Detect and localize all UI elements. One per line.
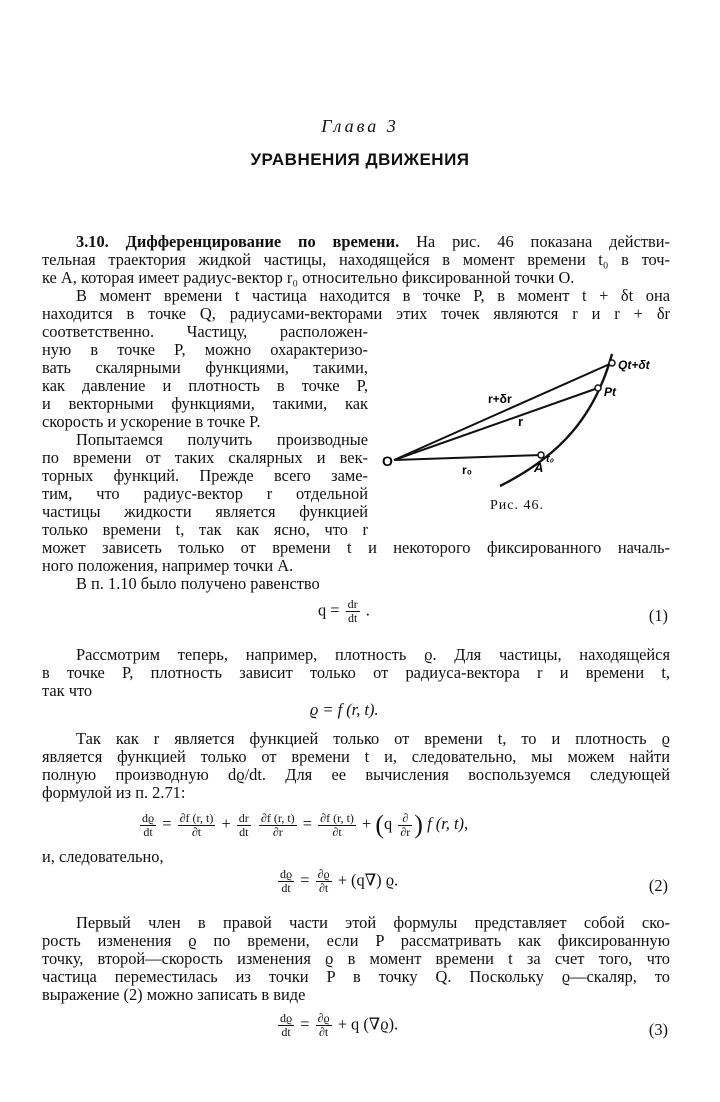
text-line: ного положения, например точки A.	[42, 556, 294, 575]
point-A	[538, 452, 544, 458]
text-line: тельная траектория жидкой частицы, находящейся в момент времени t₀ в точ-	[42, 250, 670, 269]
equation-1: q = $\frac{dr}{dt}$ .	[318, 597, 370, 625]
figure-46	[380, 346, 670, 491]
text-line-part: На рис. 46 показана действи-	[416, 232, 670, 251]
text-line: В п. 1.10 было получено равенство	[76, 574, 320, 593]
text-line: точку, второй—скорость изменения ϱ в момент времени t за счет того, что	[42, 949, 670, 968]
equation-2: $\frac{dϱ}{dt}$ = $\frac{\partial ϱ}{\partial t}$ + (q∇) ϱ.	[280, 867, 399, 895]
equation-number: (1)	[648, 606, 668, 625]
text-line: выражение (2) можно записать в виде	[42, 985, 306, 1004]
figure-caption: Рис. 46.	[490, 498, 544, 513]
text-line: рость изменения ϱ по времени, если P рассматривать как фиксированную	[42, 931, 670, 950]
label-t0: t₀	[546, 453, 555, 465]
text-line: Так как r является функцией только от времени t, то и плотность ϱ	[76, 729, 670, 748]
text-line: ную в точке P, можно охарактеризо-	[42, 340, 368, 359]
text-line: только времени t, так как ясно, что r	[42, 520, 368, 539]
text-line: Рассмотрим теперь, например, плотность ϱ. Для частицы, находящейся	[76, 645, 670, 664]
equation-number: (3)	[648, 1020, 668, 1039]
text-line: частица переместилась из точки P в точку Q. Поскольку ϱ—скаляр, то	[42, 967, 670, 986]
text-line: так что	[42, 681, 93, 700]
text-line: Попытаемся получить производные	[76, 430, 368, 449]
label-O: O	[382, 453, 393, 469]
text-line: полную производную dϱ/dt. Для ее вычисления воспользуемся следующей	[42, 765, 670, 784]
text-line	[42, 233, 670, 251]
label-r-plus-dr: r+δr	[488, 392, 512, 406]
chapter-label: Глава 3	[321, 116, 399, 136]
eq1-lhs: q =	[318, 600, 340, 620]
text-line: и, следовательно,	[42, 847, 164, 866]
trajectory-curve	[500, 354, 612, 486]
chapter-title: УРАВНЕНИЯ ДВИЖЕНИЯ	[250, 150, 470, 169]
text-line: вать скалярными функциями, такими,	[42, 358, 368, 377]
label-A: A	[534, 460, 544, 475]
equation-rho: ϱ = f (r, t).	[310, 700, 379, 719]
text-line: находится в точке Q, радиусами-векторами этих точек являются r и r + δr	[42, 304, 670, 323]
text-line: частицы жидкости является функцией	[42, 502, 368, 521]
text-line: Первый член в правой части этой формулы представляет собой ско-	[76, 913, 670, 932]
eq1-fraction: $\frac{dr}{dt}$	[347, 597, 358, 625]
text-line: может зависеть только от времени t и некоторого фиксированного началь-	[42, 538, 670, 557]
text-line: скорость и ускорение в точке P.	[42, 412, 261, 431]
text-line: тим, что радиус-вектор r отдельной	[42, 484, 368, 503]
text-line: соответственно. Частицу, расположен-	[42, 322, 368, 341]
text-line: формулой из п. 2.71:	[42, 783, 186, 802]
section-heading: 3.10. Дифференцирование по времени.	[76, 232, 400, 251]
text-line: торных функций. Прежде всего заме-	[42, 466, 368, 485]
point-P	[595, 385, 601, 391]
text-line: ке A, которая имеет радиус-вектор r₀ относительно фиксированной точки O.	[42, 268, 575, 287]
vector-r-plus-dr	[394, 363, 612, 460]
text-line: по времени от таких скалярных и век-	[42, 448, 368, 467]
equation-long: $\frac{dϱ}{dt}$ = $\frac{\partial f (r, t)}{\partial t}$ + $\frac{dr}{dt}$ $\frac{\partial f (r, t)}{\partial r}$ = $\frac{\partial f (r, t)}{\partial t}$ + (q $\frac{\partial}{\partial r}$ ) f (r, t),	[142, 810, 469, 839]
equation-number: (2)	[648, 876, 668, 895]
text-line: является функцией только от времени t и, следовательно, мы можем найти	[42, 747, 670, 766]
text-line: и векторными функциями, такими, как	[42, 394, 368, 413]
text-line: В момент времени t частица находится в точке P, в момент t + δt она	[76, 286, 670, 305]
label-r: r	[518, 414, 524, 429]
text-line: в точке P, плотность зависит только от радиуса-вектора r и времени t,	[42, 663, 670, 682]
label-r0: r₀	[462, 463, 473, 477]
point-Q	[609, 360, 615, 366]
label-Pt: Pt	[604, 385, 616, 399]
equation-3: $\frac{dϱ}{dt}$ = $\frac{\partial ϱ}{\partial t}$ + q (∇ϱ).	[280, 1011, 399, 1039]
text-line: как давление и плотность в точке P,	[42, 376, 368, 395]
vector-r0	[394, 455, 541, 460]
label-Q: Qt+δt	[618, 358, 650, 372]
